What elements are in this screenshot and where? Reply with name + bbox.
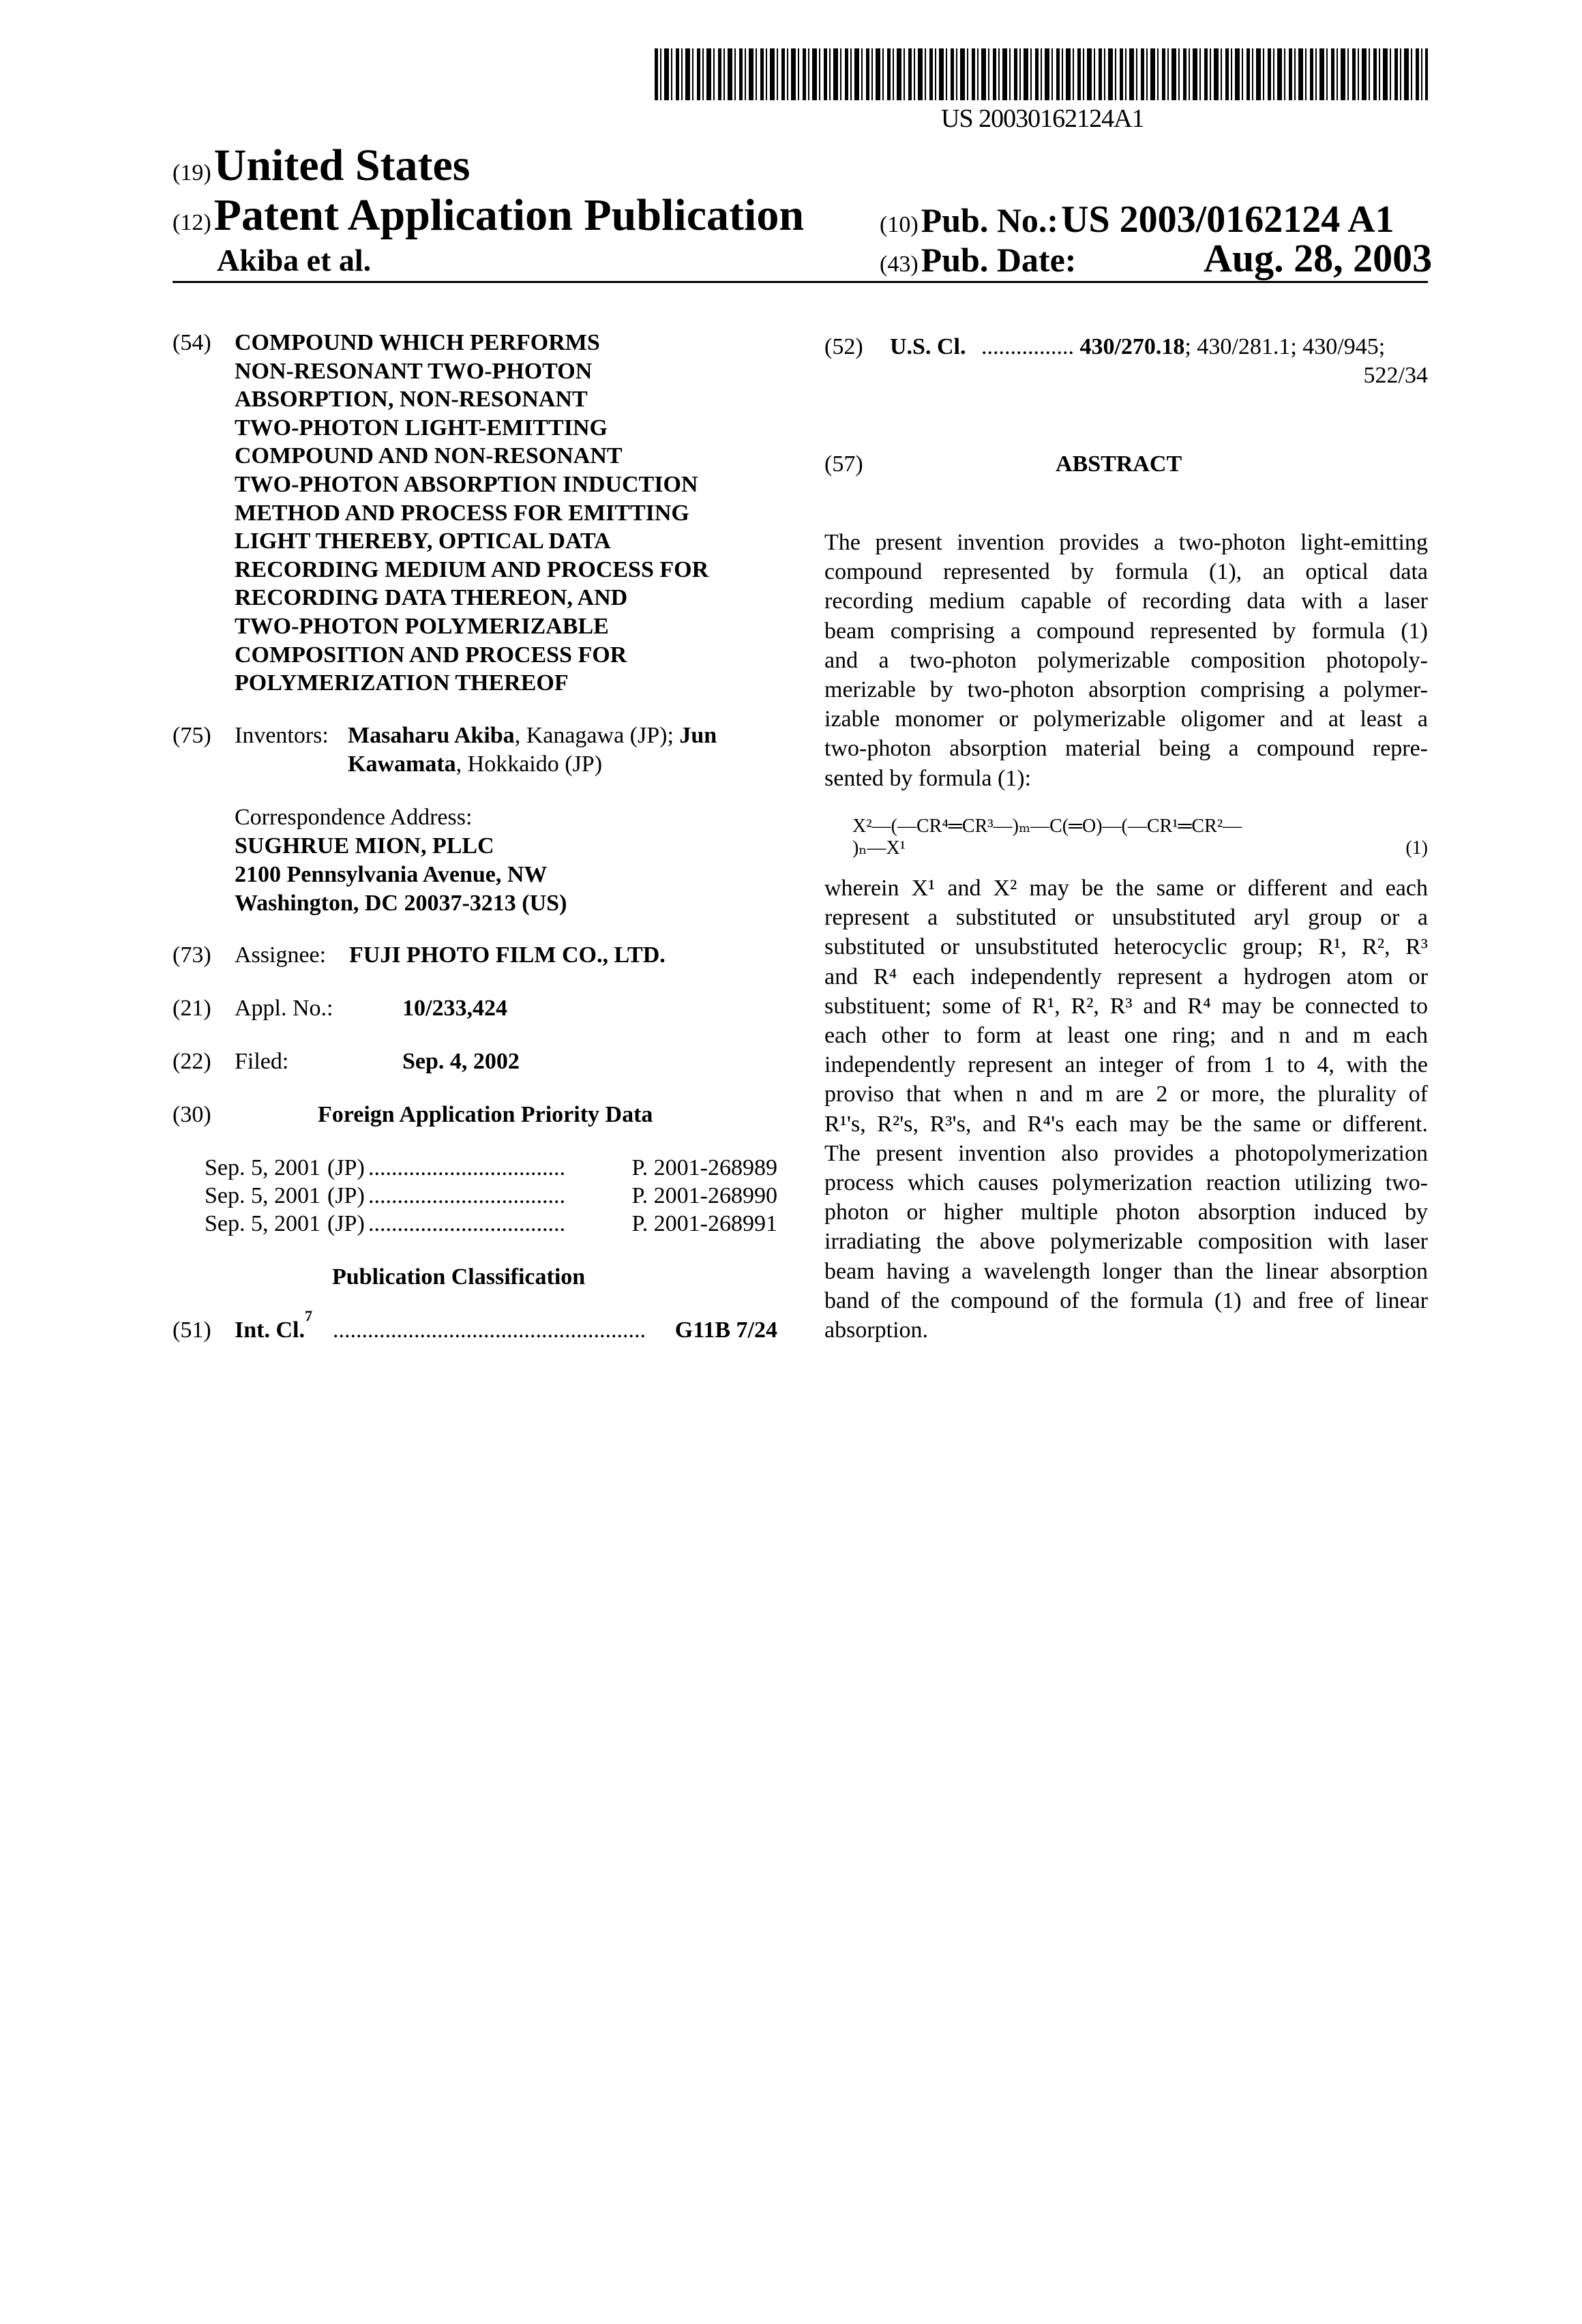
priority-row: [205, 1154, 777, 1182]
title-line: METHOD AND PROCESS FOR EMITTING: [235, 499, 708, 528]
pub-date: Aug. 28, 2003: [1204, 235, 1432, 281]
abstract-line: absorption.: [824, 1315, 1428, 1345]
filed-date: Sep. 4, 2002: [402, 1047, 520, 1076]
abstract-line: beam having a wavelength longer than the linear absorption: [824, 1257, 1428, 1286]
priority-row: [205, 1210, 777, 1238]
pub-date-line: [880, 240, 1076, 280]
publication-type-line: [173, 190, 804, 241]
appl-code: (21): [173, 994, 211, 1023]
abstract-part2: [824, 874, 1428, 1345]
type-code: (12): [173, 210, 211, 235]
pub-no-label: Pub. No.:: [921, 201, 1058, 239]
inventor-location: , Kanagawa (JP);: [515, 723, 674, 748]
abstract-line: each other to form at least one ring; and n and m each: [824, 1021, 1428, 1050]
title-line: POLYMERIZATION THEREOF: [235, 669, 708, 698]
header-rule: [173, 281, 1428, 283]
priority-country: (JP): [327, 1154, 368, 1182]
leader-dots: ..................................: [368, 1182, 632, 1210]
inventors-line2: [348, 750, 602, 779]
abstract-heading: ABSTRACT: [1056, 450, 1182, 479]
priority-heading: Foreign Application Priority Data: [318, 1101, 653, 1129]
abstract-line: band of the compound of the formula (1) and free of linear: [824, 1286, 1428, 1315]
publication-type: Patent Application Publication: [214, 190, 804, 240]
abstract-line: merizable by two-photon absorption comprising a polymer-: [824, 675, 1428, 704]
abstract-line: and a two-photon polymerizable composition photopoly-: [824, 646, 1428, 675]
priority-date: Sep. 5, 2001: [205, 1154, 327, 1182]
inventors-label: Inventors:: [235, 721, 329, 750]
abstract-line: izable monomer or polymerizable oligomer and at least a: [824, 704, 1428, 734]
title-line: TWO-PHOTON ABSORPTION INDUCTION: [235, 471, 708, 499]
leader-dots: ................: [981, 334, 1074, 359]
address-line: SUGHRUE MION, PLLC: [235, 832, 567, 861]
invention-title: [235, 329, 708, 698]
appl-no: 10/233,424: [402, 994, 507, 1023]
abstract-line: substituted or unsubstituted heterocyclic group; R¹, R², R³: [824, 932, 1428, 962]
pub-date-label: Pub. Date:: [921, 241, 1077, 279]
abstract-line: substituent; some of R¹, R², R³ and R⁴ may be connected to: [824, 992, 1428, 1021]
address-line: 2100 Pennsylvania Avenue, NW: [235, 861, 567, 889]
applicant: Akiba et al.: [217, 242, 371, 278]
title-line: NON-RESONANT TWO-PHOTON: [235, 357, 708, 386]
title-line: TWO-PHOTON LIGHT-EMITTING: [235, 414, 708, 443]
filed-label: Filed:: [235, 1047, 288, 1076]
leader-dots: ..................................: [368, 1210, 632, 1238]
formula-line: )ₙ—X¹: [852, 837, 1242, 859]
abstract-line: recording medium capable of recording data with a laser: [824, 586, 1428, 616]
assignee-code: (73): [173, 941, 211, 970]
abstract-line: photon or higher multiple photon absorption induced by: [824, 1197, 1428, 1227]
abstract-line: The present invention provides a two-photon light-emitting: [824, 528, 1428, 557]
inventor-name: Masaharu Akiba: [348, 723, 515, 748]
priority-country: (JP): [327, 1182, 368, 1210]
title-line: TWO-PHOTON POLYMERIZABLE: [235, 612, 708, 641]
classification-heading: Publication Classification: [332, 1263, 585, 1292]
inventor-location: , Hokkaido (JP): [456, 751, 602, 777]
priority-code: (30): [173, 1101, 211, 1129]
abstract-code: (57): [824, 450, 863, 479]
intcl-line: [235, 1316, 777, 1345]
abstract-line: sented by formula (1):: [824, 764, 1428, 793]
inventors-line1: [348, 721, 717, 750]
inventor-name: Kawamata: [348, 751, 456, 777]
barcode: [655, 48, 1428, 100]
priority-country: (JP): [327, 1210, 368, 1238]
formula-line: X²—(—CR⁴═CR³—)ₘ—C(═O)—(—CR¹═CR²—: [852, 816, 1242, 837]
uscl-other: 522/34: [1364, 361, 1428, 390]
assignee-label: Assignee:: [235, 941, 326, 970]
abstract-line: R¹'s, R²'s, R³'s, and R⁴'s each may be the same or different.: [824, 1109, 1428, 1139]
uscl-label: U.S. Cl.: [890, 334, 966, 359]
filed-code: (22): [173, 1047, 211, 1076]
leader-dots: ..................................: [368, 1154, 632, 1182]
priority-number: P. 2001-268989: [632, 1154, 777, 1182]
correspondence-label: Correspondence Address:: [235, 803, 472, 832]
abstract-line: wherein X¹ and X² may be the same or different and each: [824, 874, 1428, 903]
title-line: COMPOUND AND NON-RESONANT: [235, 442, 708, 471]
correspondence-address: [235, 832, 567, 918]
abstract-part1: [824, 528, 1428, 793]
abstract-line: and R⁴ each independently represent a hydrogen atom or: [824, 962, 1428, 992]
uscl-line: [890, 333, 1385, 361]
inventors-code: (75): [173, 721, 211, 750]
priority-date: Sep. 5, 2001: [205, 1210, 327, 1238]
abstract-line: compound represented by formula (1), an optical data: [824, 557, 1428, 586]
intcl-code: (51): [173, 1316, 211, 1345]
abstract-line: two-photon absorption material being a compound repre-: [824, 734, 1428, 763]
priority-table: [205, 1154, 777, 1238]
abstract-line: irradiating the above polymerizable composition with laser: [824, 1227, 1428, 1256]
pub-no: US 2003/0162124 A1: [1061, 198, 1394, 241]
priority-date: Sep. 5, 2001: [205, 1182, 327, 1210]
abstract-line: independently represent an integer of from 1 to 4, with the: [824, 1050, 1428, 1079]
priority-row: [205, 1182, 777, 1210]
appl-label: Appl. No.:: [235, 994, 333, 1023]
leader-dots: ......................................................: [333, 1316, 668, 1345]
intcl-value: G11B 7/24: [675, 1316, 777, 1345]
title-line: COMPOSITION AND PROCESS FOR: [235, 641, 708, 670]
title-line: RECORDING DATA THEREON, AND: [235, 584, 708, 612]
intcl-edition: 7: [305, 1316, 312, 1345]
country: United States: [214, 140, 471, 190]
title-line: LIGHT THEREBY, OPTICAL DATA: [235, 527, 708, 556]
title-line: RECORDING MEDIUM AND PROCESS FOR: [235, 556, 708, 584]
uscl-other: ; 430/281.1; 430/945;: [1184, 334, 1385, 359]
pub-no-code: (10): [880, 212, 919, 237]
abstract-line: represent a substituted or unsubstituted aryl group or a: [824, 903, 1428, 932]
abstract-line: The present invention also provides a photopolymerization: [824, 1139, 1428, 1168]
title-code: (54): [173, 329, 211, 357]
country-code: (19): [173, 160, 211, 185]
abstract-line: proviso that when n and m are 2 or more, the plurality of: [824, 1079, 1428, 1109]
formula-number: (1): [1405, 837, 1428, 859]
priority-number: P. 2001-268990: [632, 1182, 777, 1210]
uscl-code: (52): [824, 333, 863, 361]
abstract-line: beam comprising a compound represented by formula (1): [824, 616, 1428, 646]
title-line: ABSORPTION, NON-RESONANT: [235, 385, 708, 414]
inventor-name: Jun: [679, 723, 717, 748]
barcode-text: US 20030162124A1: [941, 104, 1144, 134]
title-line: COMPOUND WHICH PERFORMS: [235, 329, 708, 357]
assignee: FUJI PHOTO FILM CO., LTD.: [349, 941, 666, 970]
uscl-main: 430/270.18: [1079, 334, 1184, 359]
chemical-formula: [852, 816, 1242, 859]
intcl-label: Int. Cl.: [235, 1316, 305, 1345]
abstract-line: process which causes polymerization reaction utilizing two-: [824, 1168, 1428, 1197]
country-line: [173, 140, 470, 192]
address-line: Washington, DC 20037-3213 (US): [235, 889, 567, 918]
pub-date-code: (43): [880, 252, 919, 277]
priority-number: P. 2001-268991: [632, 1210, 777, 1238]
